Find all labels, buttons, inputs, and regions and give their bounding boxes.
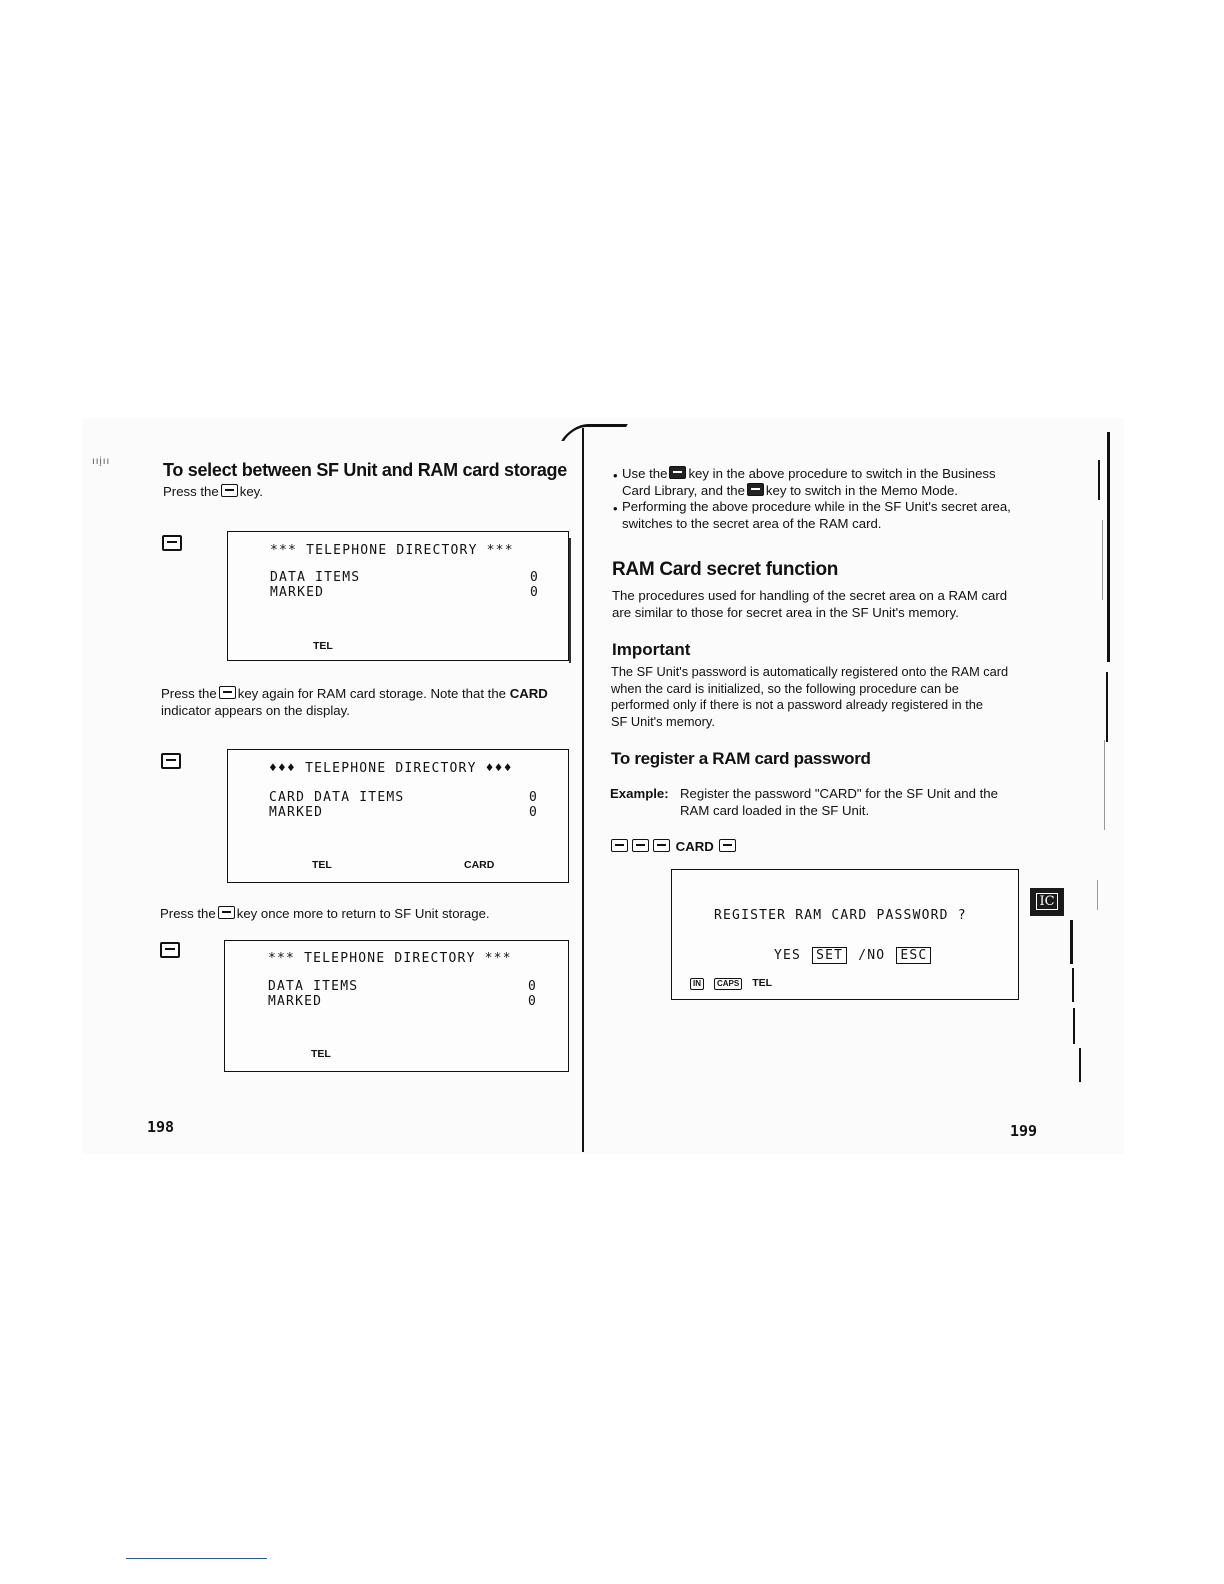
example-label: Example: <box>610 786 669 801</box>
display-2-row2-value: 0 <box>529 805 539 820</box>
display-3-row1-label: DATA ITEMS <box>268 979 359 994</box>
gutter-divider <box>582 428 584 1152</box>
left-heading: To select between SF Unit and RAM card storage <box>163 460 567 480</box>
display-3-row2-value: 0 <box>528 994 538 1009</box>
edge-mark <box>1072 968 1074 1002</box>
display-2 <box>227 749 569 883</box>
page-number-left: 198 <box>147 1118 175 1136</box>
display-2-card-indicator: CARD <box>464 859 495 871</box>
tel-key-icon <box>221 484 238 497</box>
edge-mark <box>1106 672 1108 742</box>
password-display <box>671 869 1019 1000</box>
business-card-key-icon <box>669 466 686 479</box>
tel-key-icon <box>611 839 628 852</box>
bullet-dot: • <box>613 468 618 483</box>
password-indicators <box>690 977 772 990</box>
display-1-row1-label: DATA ITEMS <box>270 570 361 585</box>
important-text: The SF Unit's password is automatically registered onto the RAM card when the card is initialized, so the following procedure can be performed only if there is not a password already registered in the SF Unit's memory. <box>611 664 1009 729</box>
tel-key-icon <box>219 686 236 699</box>
display-2-tel-indicator: TEL <box>312 859 332 871</box>
key-sequence: CARD <box>609 839 738 856</box>
edge-mark <box>1070 920 1073 964</box>
edge-mark <box>1097 880 1098 910</box>
page-number-right: 199 <box>1010 1122 1038 1140</box>
edge-mark <box>1079 1048 1081 1082</box>
set-key: SET <box>812 947 847 964</box>
example-text: Register the password "CARD" for the SF Unit and the RAM card loaded in the SF Unit. <box>680 786 998 818</box>
password-options: YES SET /NO ESC <box>774 947 933 964</box>
right-bullet-1: Use the key in the above procedure to switch in the Business Card Library, and the key to switch in the Memo Mode. <box>622 466 996 498</box>
edge-mark <box>1073 1008 1075 1044</box>
footer-rule <box>126 1558 267 1559</box>
display-1 <box>227 531 569 661</box>
right-heading: RAM Card secret function <box>612 559 839 580</box>
enter-key-icon <box>719 839 736 852</box>
display-1-tel-indicator: TEL <box>313 640 333 652</box>
display-2-row1-value: 0 <box>529 790 539 805</box>
corner-mark: ııįıı <box>92 456 111 467</box>
enter-key-icon <box>653 839 670 852</box>
caps-indicator: CAPS <box>714 978 742 990</box>
left-para-2: Press the key again for RAM card storage. Note that the CARD indicator appears on the display. <box>161 686 548 718</box>
display-1-shadow <box>569 538 571 663</box>
data-in-out-key-icon <box>632 839 649 852</box>
esc-key: ESC <box>896 947 931 964</box>
in-indicator: IN <box>690 978 704 990</box>
tel-key-icon <box>160 942 180 958</box>
tel-key-icon <box>161 753 181 769</box>
edge-mark <box>1098 460 1100 500</box>
ic-section-tab: IC <box>1030 888 1064 916</box>
bullet-dot: • <box>613 501 618 516</box>
edge-mark <box>1102 520 1103 600</box>
memo-key-icon <box>747 483 764 496</box>
display-3-title: *** TELEPHONE DIRECTORY *** <box>268 951 512 966</box>
edge-mark <box>1104 740 1105 830</box>
display-2-row1-label: CARD DATA ITEMS <box>269 790 405 805</box>
display-3-tel-indicator: TEL <box>311 1048 331 1060</box>
display-3-row1-value: 0 <box>528 979 538 994</box>
display-1-row1-value: 0 <box>530 570 540 585</box>
display-2-row2-label: MARKED <box>269 805 324 820</box>
display-3 <box>224 940 569 1072</box>
display-1-title: *** TELEPHONE DIRECTORY *** <box>270 543 514 558</box>
tel-indicator: TEL <box>752 977 773 989</box>
display-1-row2-label: MARKED <box>270 585 325 600</box>
edge-mark <box>1107 432 1110 662</box>
tel-key-icon <box>162 535 182 551</box>
important-heading: Important <box>612 640 691 659</box>
display-2-title: ♦♦♦ TELEPHONE DIRECTORY ♦♦♦ <box>269 761 513 776</box>
right-intro: The procedures used for handling of the secret area on a RAM card are similar to those for secret area in the SF Unit's memory. <box>612 588 1008 620</box>
right-bullet-2: Performing the above procedure while in the SF Unit's secret area, switches to the secret area of the RAM card. <box>622 499 1011 531</box>
left-para-3: Press the key once more to return to SF Unit storage. <box>160 906 490 921</box>
password-prompt: REGISTER RAM CARD PASSWORD ? <box>714 908 967 923</box>
display-1-row2-value: 0 <box>530 585 540 600</box>
display-3-row2-label: MARKED <box>268 994 323 1009</box>
tel-key-icon <box>218 906 235 919</box>
register-subheading: To register a RAM card password <box>611 749 871 768</box>
left-intro: Press the key. <box>163 484 263 499</box>
